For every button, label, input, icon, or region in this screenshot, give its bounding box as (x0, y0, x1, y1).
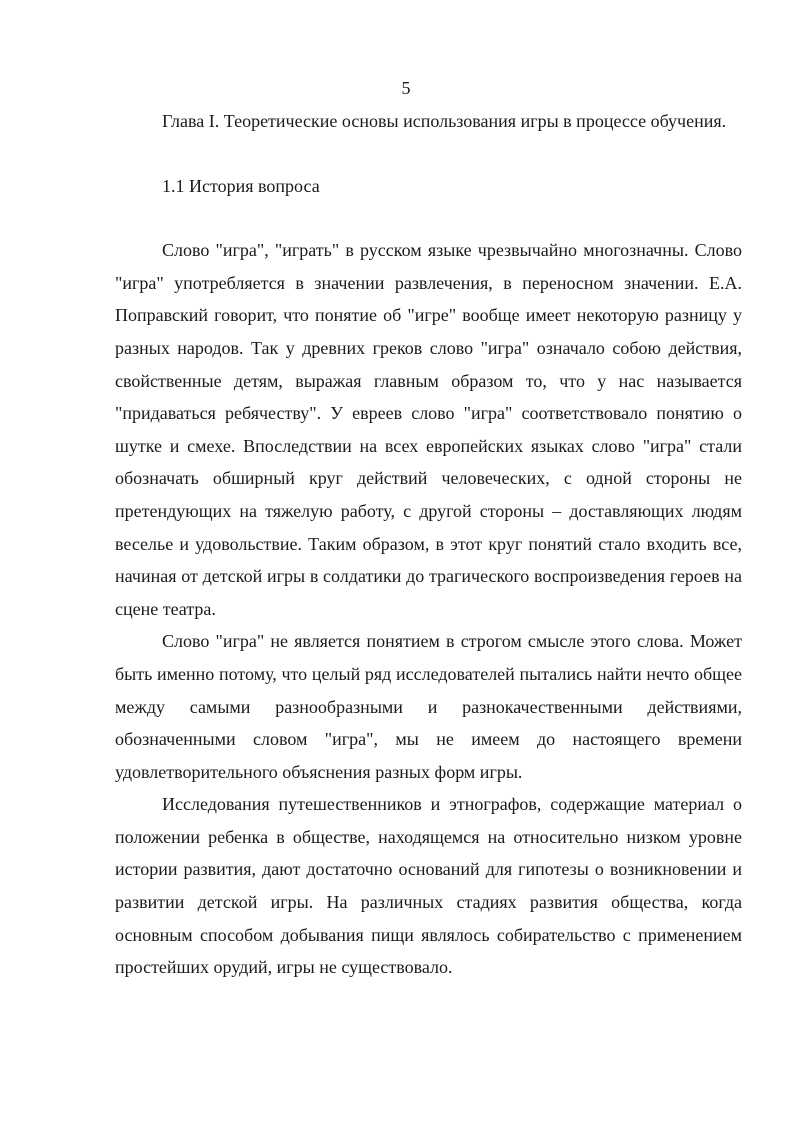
paragraph: Слово "игра" не является понятием в строгом смысле этого слова. Может быть именно потому, что целый ряд исследователей пытались найти нечто общее между самыми разнообразными и разнокачественными действиями, обозначенными словом "игра", мы не имеем до настоящего времени удовлетворительного объяснения разных форм игры. (115, 631, 742, 782)
paragraph: Исследования путешественников и этнографов, содержащие материал о положении ребенка в обществе, находящемся на относительно низком уровне истории развития, дают достаточно оснований для гипотезы о возникновении и развитии детской игры. На различных стадиях развития общества, когда основным способом добывания пищи являлось собирательство с применением простейших орудий, игры не существовало. (115, 794, 742, 978)
paragraph: Слово "игра", "играть" в русском языке чрезвычайно многозначны. Слово "игра" употребляется в значении развлечения, в переносном значении. Е.А. Поправский говорит, что понятие об "игре" вообще имеет некоторую разницу у разных народов. Так у древних греков слово "игра" означало собою действия, свойственные детям, выражая главным образом то, что у нас называется "придаваться ребячеству". У евреев слово "игра" соответствовало понятию о шутке и смехе. Впоследствии на всех европейских языках слово "игра" стали обозначать обширный круг действий человеческих, с одной стороны не претендующих на тяжелую работу, с другой стороны – доставляющих людям веселье и удовольствие. Таким образом, в этот круг понятий стало входить все, начиная от детской игры в солдатики до трагического воспроизведения героев на сцене театра. (115, 240, 742, 619)
page-number: 5 (401, 78, 411, 98)
chapter-title: Глава I. Теоретические основы использования игры в процессе обучения. (162, 111, 727, 131)
section-title: 1.1 История вопроса (162, 175, 320, 196)
page-content (115, 105, 742, 984)
